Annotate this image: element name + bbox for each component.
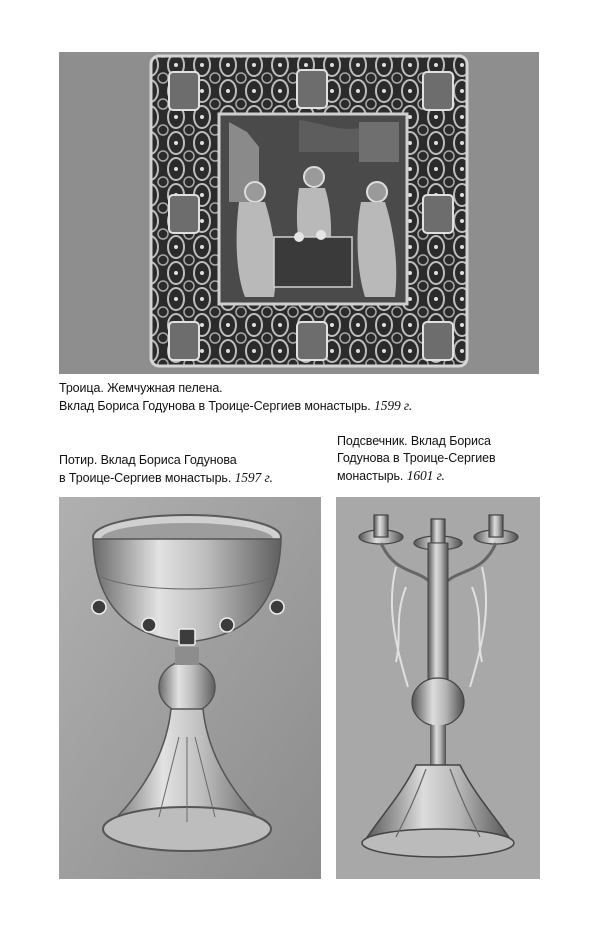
candlestick-photo [336, 497, 540, 879]
chalice-caption-line2 [59, 469, 329, 487]
candlestick-caption-line3 [337, 467, 547, 485]
trinity-caption-line2-text: Вклад Бориса Годунова в Троице-Сергиев монастырь. [59, 399, 371, 413]
trinity-shroud-image [59, 52, 539, 374]
trinity-caption-line1: Троица. Жемчужная пелена. [59, 381, 223, 395]
chalice-caption-line1: Потир. Вклад Бориса Годунова [59, 453, 237, 467]
chalice-caption-year: 1597 г. [234, 470, 273, 485]
trinity-caption [59, 380, 529, 415]
candlestick-image [336, 497, 540, 879]
chalice-image [59, 497, 321, 879]
trinity-shroud-photo [59, 52, 539, 374]
chalice-photo [59, 497, 321, 879]
candlestick-caption-year: 1601 г. [406, 468, 445, 483]
candlestick-caption-line1: Подсвечник. Вклад Бориса [337, 434, 491, 448]
chalice-caption-line2-text: в Троице-Сергиев монастырь. [59, 471, 232, 485]
chalice-caption [59, 452, 329, 487]
trinity-caption-line2 [59, 397, 529, 415]
trinity-caption-year: 1599 г. [374, 398, 413, 413]
candlestick-caption [337, 433, 547, 485]
candlestick-caption-line3-text: монастырь. [337, 469, 404, 483]
candlestick-caption-line2: Годунова в Троице-Сергиев [337, 451, 496, 465]
